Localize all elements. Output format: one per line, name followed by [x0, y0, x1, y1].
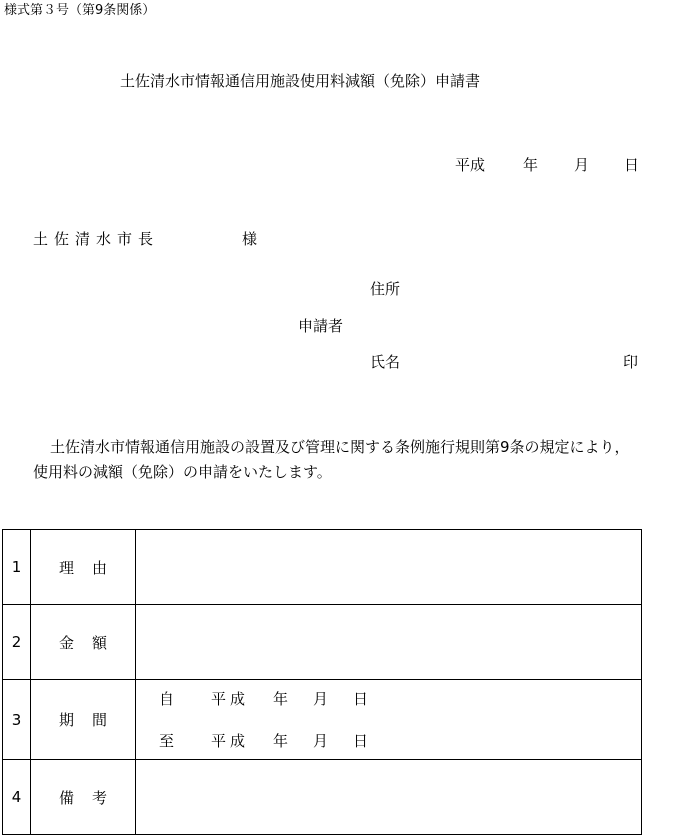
period-to-month-unit: 月 — [313, 732, 329, 750]
body-text-line-2: 使用料の減額（免除）の申請をいたします。 — [33, 463, 332, 481]
row-number: 1 — [3, 530, 31, 605]
table-row-period — [3, 680, 642, 760]
seal-label: 印 — [623, 353, 639, 371]
remarks-value-cell[interactable] — [136, 760, 642, 835]
period-from-day-unit: 日 — [353, 690, 369, 708]
row-number: 3 — [3, 680, 31, 760]
form-number: 様式第３号（第9条関係） — [4, 3, 156, 18]
date-month-unit: 月 — [574, 156, 590, 174]
period-to-prefix: 至 — [159, 732, 175, 750]
row-label-period: 期間 — [31, 680, 136, 760]
addressee-name: 土佐清水市長 — [33, 230, 160, 248]
date-year-unit: 年 — [523, 156, 539, 174]
row-number: 4 — [3, 760, 31, 835]
applicant-label: 申請者 — [298, 317, 344, 335]
date-day-unit: 日 — [624, 156, 640, 174]
amount-value-cell[interactable] — [136, 605, 642, 680]
period-to-line — [136, 730, 641, 752]
body-text-line-1: 土佐清水市情報通信用施設の設置及び管理に関する条例施行規則第9条の規定により， — [50, 438, 630, 456]
row-label-amount: 金額 — [31, 605, 136, 680]
application-items-table — [2, 529, 642, 835]
table-row-reason — [3, 530, 642, 605]
name-label: 氏名 — [370, 353, 401, 371]
period-value-cell[interactable] — [136, 680, 642, 760]
period-to-era: 平成 — [211, 732, 250, 750]
table-row-amount — [3, 605, 642, 680]
period-to-day-unit: 日 — [353, 732, 369, 750]
period-from-year-unit: 年 — [273, 690, 289, 708]
table-row-remarks — [3, 760, 642, 835]
reason-value-cell[interactable] — [136, 530, 642, 605]
date-era: 平成 — [455, 156, 486, 174]
period-from-line — [136, 688, 641, 710]
row-label-reason: 理由 — [31, 530, 136, 605]
period-to-year-unit: 年 — [273, 732, 289, 750]
period-from-prefix: 自 — [159, 690, 175, 708]
address-label: 住所 — [370, 280, 401, 298]
period-from-month-unit: 月 — [313, 690, 329, 708]
period-from-era: 平成 — [211, 690, 250, 708]
document-title: 土佐清水市情報通信用施設使用料減額（免除）申請書 — [120, 72, 481, 90]
row-number: 2 — [3, 605, 31, 680]
row-label-remarks: 備考 — [31, 760, 136, 835]
addressee-honorific: 様 — [242, 230, 258, 248]
